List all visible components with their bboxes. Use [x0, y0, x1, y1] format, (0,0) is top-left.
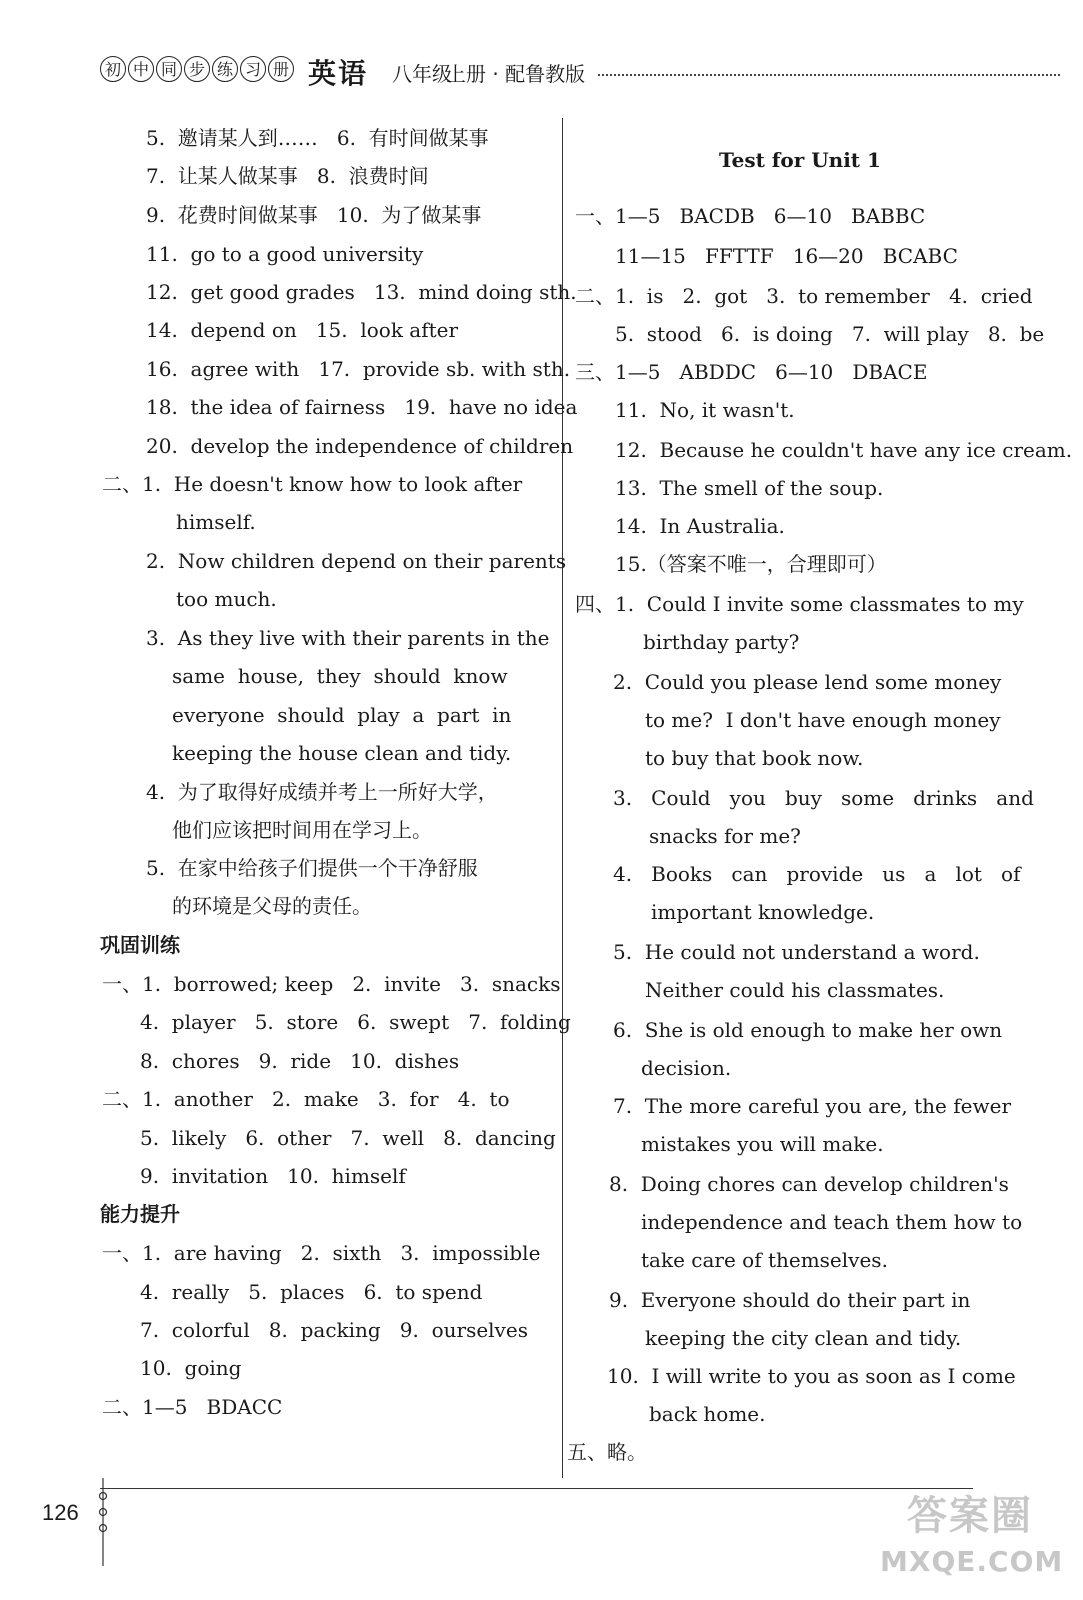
- answer-line: 一、1—5 BACDB 6—10 BABBC: [575, 204, 926, 228]
- section-heading: 巩固训练: [100, 933, 180, 957]
- subject-title: 英语: [308, 57, 369, 90]
- answer-line: 5. 邀请某人到…… 6. 有时间做某事: [146, 126, 489, 150]
- answer-line: 14. In Australia.: [615, 514, 785, 538]
- answer-line: 12. get good grades 13. mind doing sth.: [146, 280, 577, 304]
- answer-line: 二、1. another 2. make 3. for 4. to: [102, 1087, 510, 1111]
- answer-line: decision.: [641, 1056, 732, 1080]
- answer-line: important knowledge.: [651, 900, 875, 924]
- answer-line: 20. develop the independence of children: [146, 434, 574, 458]
- column-divider: [562, 118, 563, 1478]
- answer-line: 4. Books can provide us a lot of: [613, 862, 1021, 886]
- series-char: 同: [156, 56, 182, 82]
- answer-line: 6. She is old enough to make her own: [613, 1018, 1003, 1042]
- answer-line: birthday party?: [643, 630, 800, 654]
- footer-rule: [100, 1488, 973, 1489]
- answer-line: 9. invitation 10. himself: [140, 1164, 406, 1188]
- series-char: 步: [184, 56, 210, 82]
- answer-line: 二、1. He doesn't know how to look after: [102, 472, 523, 496]
- answer-line: Neither could his classmates.: [645, 978, 945, 1002]
- answer-line: take care of themselves.: [641, 1248, 888, 1272]
- answer-line: 5. likely 6. other 7. well 8. dancing: [140, 1126, 556, 1150]
- answer-line: 9. Everyone should do their part in: [609, 1288, 971, 1312]
- answer-line: 7. colorful 8. packing 9. ourselves: [140, 1318, 528, 1342]
- answer-line: mistakes you will make.: [641, 1132, 884, 1156]
- watermark-logo: [880, 1488, 1064, 1588]
- answer-line: 11. go to a good university: [146, 242, 424, 266]
- page-number: 126: [42, 1500, 79, 1525]
- answer-line: 11. No, it wasn't.: [615, 398, 795, 422]
- series-char: 习: [240, 56, 266, 82]
- answer-line: too much.: [176, 587, 277, 611]
- answer-line: 15.（答案不唯一，合理即可）: [615, 552, 887, 576]
- answer-line: 三、1—5 ABDDC 6—10 DBACE: [575, 360, 928, 384]
- answer-line: 9. 花费时间做某事 10. 为了做某事: [146, 203, 482, 227]
- series-title: [100, 56, 294, 82]
- answer-line: 2. Now children depend on their parents: [146, 549, 567, 573]
- watermark-text: 答案圈: [907, 1493, 1033, 1539]
- answer-line: 4. 为了取得好成绩并考上一所好大学，: [146, 780, 498, 804]
- footer-ornament-icon: [96, 1478, 110, 1566]
- answer-line: 四、1. Could I invite some classmates to my: [575, 592, 1024, 616]
- answer-line: keeping the city clean and tidy.: [645, 1326, 962, 1350]
- answer-line: 的环境是父母的责任。: [172, 894, 372, 918]
- answer-line: 二、1. is 2. got 3. to remember 4. cried: [575, 284, 1033, 308]
- grade-label: 八年级: [392, 62, 452, 86]
- answer-line: 二、1—5 BDACC: [102, 1395, 283, 1419]
- answer-line: 4. player 5. store 6. swept 7. folding: [140, 1010, 571, 1034]
- answer-line: 11—15 FFTTF 16—20 BCABC: [615, 244, 958, 268]
- answer-line: 13. The smell of the soup.: [615, 476, 884, 500]
- answer-line: 10. I will write to you as soon as I come: [607, 1364, 1016, 1388]
- answer-line: 五、略。: [567, 1440, 647, 1464]
- answer-line: 8. chores 9. ride 10. dishes: [140, 1049, 460, 1073]
- answer-line: 5. stood 6. is doing 7. will play 8. be: [615, 322, 1045, 346]
- series-char: 中: [128, 56, 154, 82]
- answer-line: back home.: [649, 1402, 766, 1426]
- answer-line: everyone should play a part in: [172, 703, 512, 727]
- page-header: [100, 56, 1060, 90]
- answer-line: himself.: [176, 510, 256, 534]
- edition-label: 上册 · 配鲁教版: [446, 62, 586, 86]
- answer-line: 8. Doing chores can develop children's: [609, 1172, 1009, 1196]
- answer-line: 14. depend on 15. look after: [146, 318, 459, 342]
- test-title: Test for Unit 1: [719, 148, 881, 172]
- watermark-url: MXQE.COM: [880, 1545, 1064, 1578]
- answer-line: 18. the idea of fairness 19. have no idea: [146, 395, 578, 419]
- answer-line: 2. Could you please lend some money: [613, 670, 1002, 694]
- answer-line: to me? I don't have enough money: [645, 708, 1001, 732]
- answer-line: 7. The more careful you are, the fewer: [613, 1094, 1012, 1118]
- answer-line: 12. Because he couldn't have any ice cream.: [615, 438, 1073, 462]
- answer-line: 3. As they live with their parents in the: [146, 626, 550, 650]
- answer-line: 16. agree with 17. provide sb. with sth.: [146, 357, 571, 381]
- answer-line: keeping the house clean and tidy.: [172, 741, 512, 765]
- answer-line: independence and teach them how to: [641, 1210, 1023, 1234]
- section-heading: 能力提升: [100, 1202, 180, 1226]
- series-char: 册: [268, 56, 294, 82]
- answer-line: 7. 让某人做某事 8. 浪费时间: [146, 164, 429, 188]
- series-char: 练: [212, 56, 238, 82]
- series-char: 初: [100, 56, 126, 82]
- answer-line: 5. 在家中给孩子们提供一个干净舒服: [146, 856, 478, 880]
- answer-line: snacks for me?: [649, 824, 801, 848]
- header-dotted-rule: [598, 74, 1060, 76]
- answer-line: to buy that book now.: [645, 746, 864, 770]
- answer-line: 他们应该把时间用在学习上。: [172, 818, 432, 842]
- answer-line: 10. going: [140, 1356, 242, 1380]
- answer-line: 一、1. borrowed; keep 2. invite 3. snacks: [102, 972, 561, 996]
- answer-line: 5. He could not understand a word.: [613, 940, 980, 964]
- answer-line: same house, they should know: [172, 664, 508, 688]
- answer-line: 一、1. are having 2. sixth 3. impossible: [102, 1241, 541, 1265]
- answer-line: 4. really 5. places 6. to spend: [140, 1280, 483, 1304]
- answer-line: 3. Could you buy some drinks and: [613, 786, 1034, 810]
